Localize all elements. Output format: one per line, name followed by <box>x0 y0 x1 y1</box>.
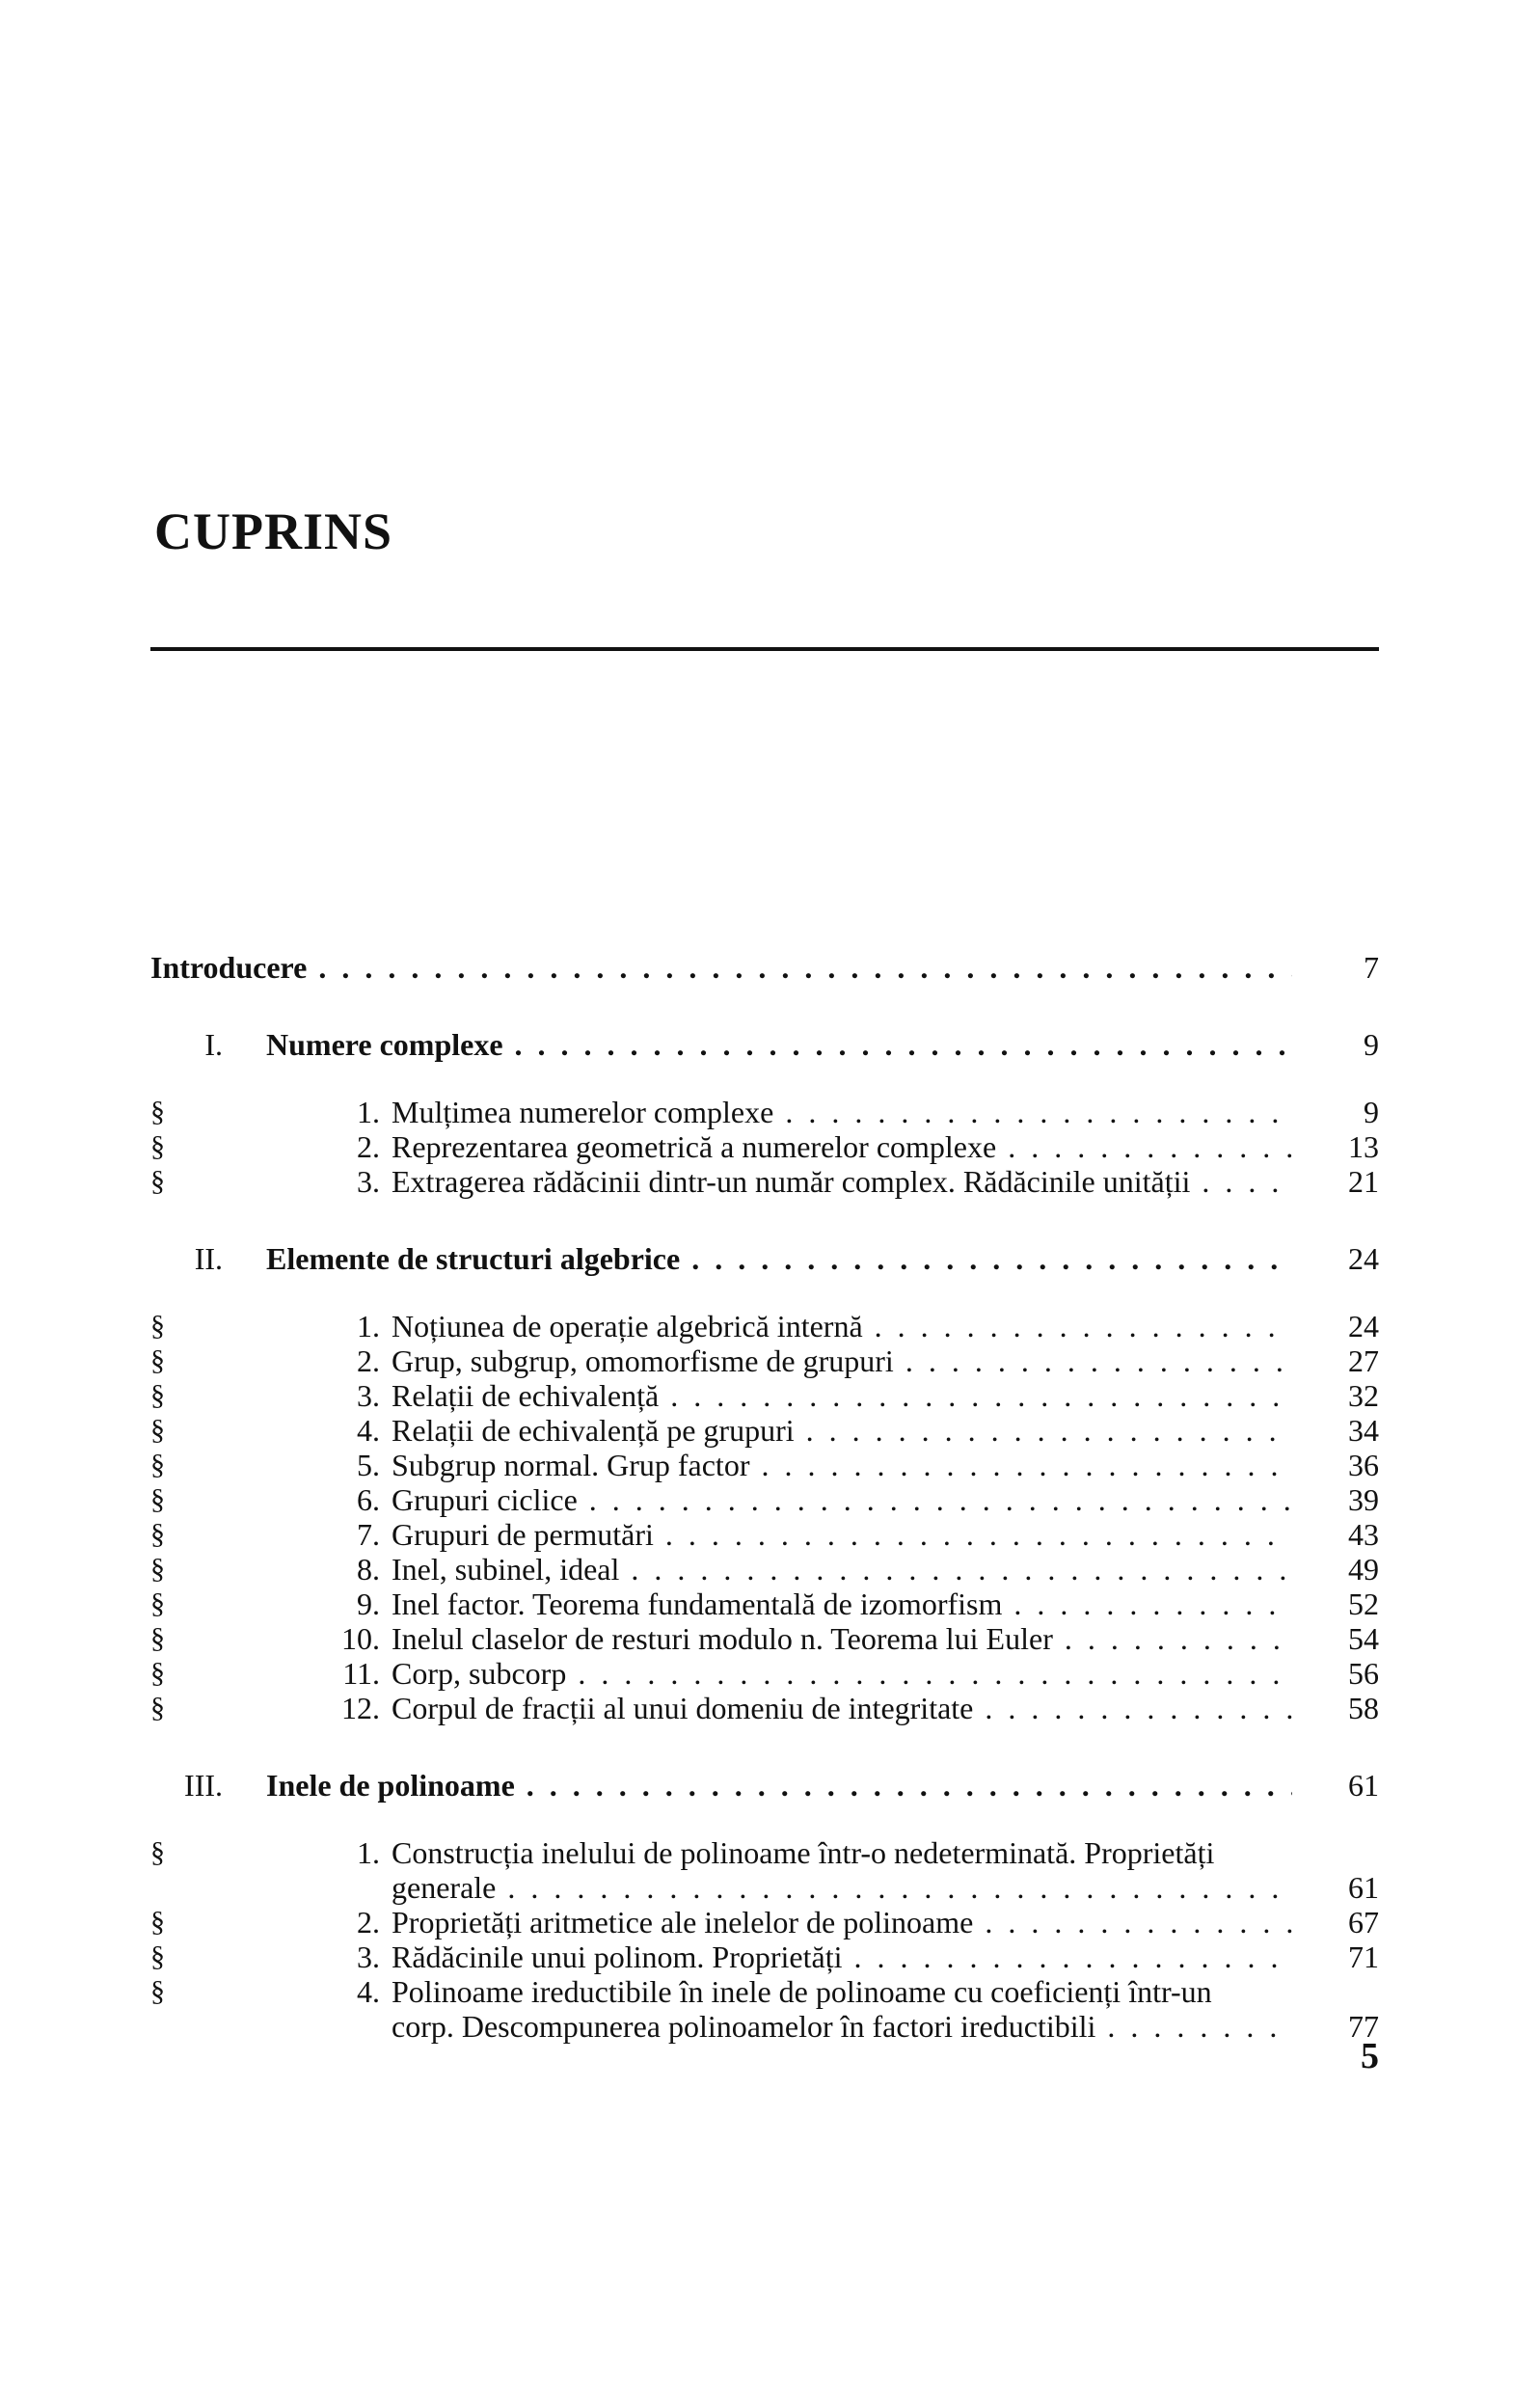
toc-chapter-3[interactable] <box>150 1768 1379 1803</box>
section-sign: § <box>150 1165 165 1197</box>
page-title: CUPRINS <box>154 502 393 560</box>
toc-entry-label: Subgrup normal. Grup factor . . . <box>392 1448 1292 1482</box>
toc-entry-page: 7 <box>1364 950 1379 985</box>
toc-entry-page: 13 <box>1348 1129 1379 1164</box>
toc-entry-page: 24 <box>1348 1241 1379 1276</box>
section-sign: § <box>150 1414 165 1446</box>
toc-entry-page: 49 <box>1348 1552 1379 1587</box>
toc-entry[interactable] <box>150 1517 1379 1552</box>
section-number: 2. <box>357 1343 380 1378</box>
toc-entry-label: Relații de echivalență . . . <box>392 1378 1292 1413</box>
toc-entry-label-continued: corp. Descompunerea polinoamelor în factori ireductibili . . . <box>392 2009 1292 2044</box>
toc-entry-label: Introducere . . . <box>150 950 1292 985</box>
toc-entry-page: 61 <box>1348 1768 1379 1803</box>
toc-entry[interactable] <box>150 1552 1379 1587</box>
toc-entry-page: 21 <box>1348 1164 1379 1199</box>
toc-entry[interactable] <box>150 1129 1379 1164</box>
section-number: 1. <box>357 1095 380 1129</box>
toc-entry-label: Polinoame ireductibile în inele de polinoame cu coeficienți într-un <box>392 1974 1212 2009</box>
section-number: 1. <box>357 1309 380 1343</box>
section-number: 11. <box>342 1656 380 1691</box>
toc-entry-label: Inel factor. Teorema fundamentală de izomorfism . . . <box>392 1587 1292 1621</box>
toc-entry[interactable] <box>150 1905 1379 1939</box>
page-number: 5 <box>1361 2036 1379 2076</box>
toc-entry[interactable] <box>150 1448 1379 1482</box>
section-number: 3. <box>357 1939 380 1974</box>
chapter-title: Elemente de structuri algebrice . . . <box>266 1241 1292 1276</box>
section-sign: § <box>150 1657 165 1689</box>
section-sign: § <box>150 1518 165 1550</box>
toc-entry-continued[interactable] <box>150 2009 1379 2044</box>
toc-entry[interactable] <box>150 1974 1379 2009</box>
toc-entry[interactable] <box>150 1835 1379 1870</box>
toc-entry-label: Grupuri ciclice . . . <box>392 1482 1292 1517</box>
toc-entry-label: Noțiunea de operație algebrică internă . . . <box>392 1309 1292 1343</box>
toc-entry-page: 71 <box>1348 1939 1379 1974</box>
toc-entry-label-continued: generale . . . <box>392 1870 1292 1905</box>
section-sign: § <box>150 1344 165 1376</box>
chapter-number: I. <box>204 1027 223 1062</box>
toc-entry-page: 9 <box>1364 1027 1379 1062</box>
section-number: 6. <box>357 1482 380 1517</box>
toc-entry-label: Inelul claselor de resturi modulo n. Teorema lui Euler . . . <box>392 1621 1292 1656</box>
toc-entry-label: Construcția inelului de polinoame într-o nedeterminată. Proprietăți <box>392 1835 1215 1870</box>
chapter-title: Inele de polinoame . . . <box>266 1768 1292 1803</box>
section-number: 4. <box>357 1413 380 1448</box>
toc-entry[interactable] <box>150 1095 1379 1129</box>
toc-entry[interactable] <box>150 1164 1379 1199</box>
section-sign: § <box>150 1836 165 1868</box>
toc-entry-page: 61 <box>1348 1870 1379 1905</box>
section-sign: § <box>150 1449 165 1480</box>
toc-entry-label: Proprietăți aritmetice ale inelelor de polinoame . . . <box>392 1905 1292 1939</box>
toc-entry[interactable] <box>150 1587 1379 1621</box>
section-number: 1. <box>357 1835 380 1870</box>
toc-entry[interactable] <box>150 1343 1379 1378</box>
section-number: 8. <box>357 1552 380 1587</box>
section-number: 3. <box>357 1164 380 1199</box>
section-sign: § <box>150 1975 165 2007</box>
section-sign: § <box>150 1906 165 1938</box>
toc-entry-page: 67 <box>1348 1905 1379 1939</box>
toc-entry-page: 32 <box>1348 1378 1379 1413</box>
table-of-contents <box>150 950 1379 2044</box>
section-number: 5. <box>357 1448 380 1482</box>
title-rule <box>150 647 1379 651</box>
toc-entry-label: Relații de echivalență pe grupuri . . . <box>392 1413 1292 1448</box>
section-number: 2. <box>357 1129 380 1164</box>
toc-entry-label: Reprezentarea geometrică a numerelor complexe . . . <box>392 1129 1292 1164</box>
section-sign: § <box>150 1553 165 1585</box>
toc-entry-page: 56 <box>1348 1656 1379 1691</box>
toc-entry-page: 54 <box>1348 1621 1379 1656</box>
toc-entry-label: Corpul de fracții al unui domeniu de integritate . . . <box>392 1691 1292 1725</box>
section-sign: § <box>150 1622 165 1654</box>
section-number: 7. <box>357 1517 380 1552</box>
toc-entry[interactable] <box>150 1378 1379 1413</box>
section-sign: § <box>150 1483 165 1515</box>
section-number: 9. <box>357 1587 380 1621</box>
toc-entry-continued[interactable] <box>150 1870 1379 1905</box>
toc-entry-page: 27 <box>1348 1343 1379 1378</box>
chapter-title: Numere complexe . . . <box>266 1027 1292 1062</box>
toc-entry-page: 34 <box>1348 1413 1379 1448</box>
toc-entry-label: Mulțimea numerelor complexe . . . <box>392 1095 1292 1129</box>
toc-entry[interactable] <box>150 1309 1379 1343</box>
toc-chapter-2[interactable] <box>150 1241 1379 1276</box>
section-number: 2. <box>357 1905 380 1939</box>
toc-entry-page: 36 <box>1348 1448 1379 1482</box>
toc-entry[interactable] <box>150 1413 1379 1448</box>
section-sign: § <box>150 1379 165 1411</box>
toc-entry-page: 52 <box>1348 1587 1379 1621</box>
toc-entry-label: Grupuri de permutări . . . <box>392 1517 1292 1552</box>
toc-entry-label: Grup, subgrup, omomorfisme de grupuri . . . <box>392 1343 1292 1378</box>
section-sign: § <box>150 1587 165 1619</box>
toc-entry-intro[interactable] <box>150 950 1379 985</box>
toc-entry-page: 77 <box>1348 2009 1379 2044</box>
section-number: 10. <box>341 1621 380 1656</box>
toc-entry-label: Rădăcinile unui polinom. Proprietăți . . . <box>392 1939 1292 1974</box>
section-sign: § <box>150 1692 165 1723</box>
toc-entry[interactable] <box>150 1482 1379 1517</box>
toc-entry[interactable] <box>150 1939 1379 1974</box>
toc-entry-page: 43 <box>1348 1517 1379 1552</box>
section-number: 4. <box>357 1974 380 2009</box>
chapter-number: II. <box>194 1241 223 1276</box>
toc-entry[interactable] <box>150 1621 1379 1656</box>
section-number: 12. <box>341 1691 380 1725</box>
section-sign: § <box>150 1096 165 1127</box>
toc-entry-page: 58 <box>1348 1691 1379 1725</box>
toc-entry-label: Extragerea rădăcinii dintr-un număr complex. Rădăcinile unității . . . <box>392 1164 1292 1199</box>
toc-entry-label: Inel, subinel, ideal . . . <box>392 1552 1292 1587</box>
toc-entry-label: Corp, subcorp . . . <box>392 1656 1292 1691</box>
toc-chapter-1[interactable] <box>150 1027 1379 1062</box>
toc-entry-page: 39 <box>1348 1482 1379 1517</box>
section-sign: § <box>150 1940 165 1972</box>
toc-entry-page: 24 <box>1348 1309 1379 1343</box>
section-sign: § <box>150 1310 165 1342</box>
chapter-number: III. <box>184 1768 223 1803</box>
toc-entry[interactable] <box>150 1691 1379 1725</box>
toc-entry-page: 9 <box>1364 1095 1379 1129</box>
section-sign: § <box>150 1130 165 1162</box>
section-number: 3. <box>357 1378 380 1413</box>
toc-entry[interactable] <box>150 1656 1379 1691</box>
